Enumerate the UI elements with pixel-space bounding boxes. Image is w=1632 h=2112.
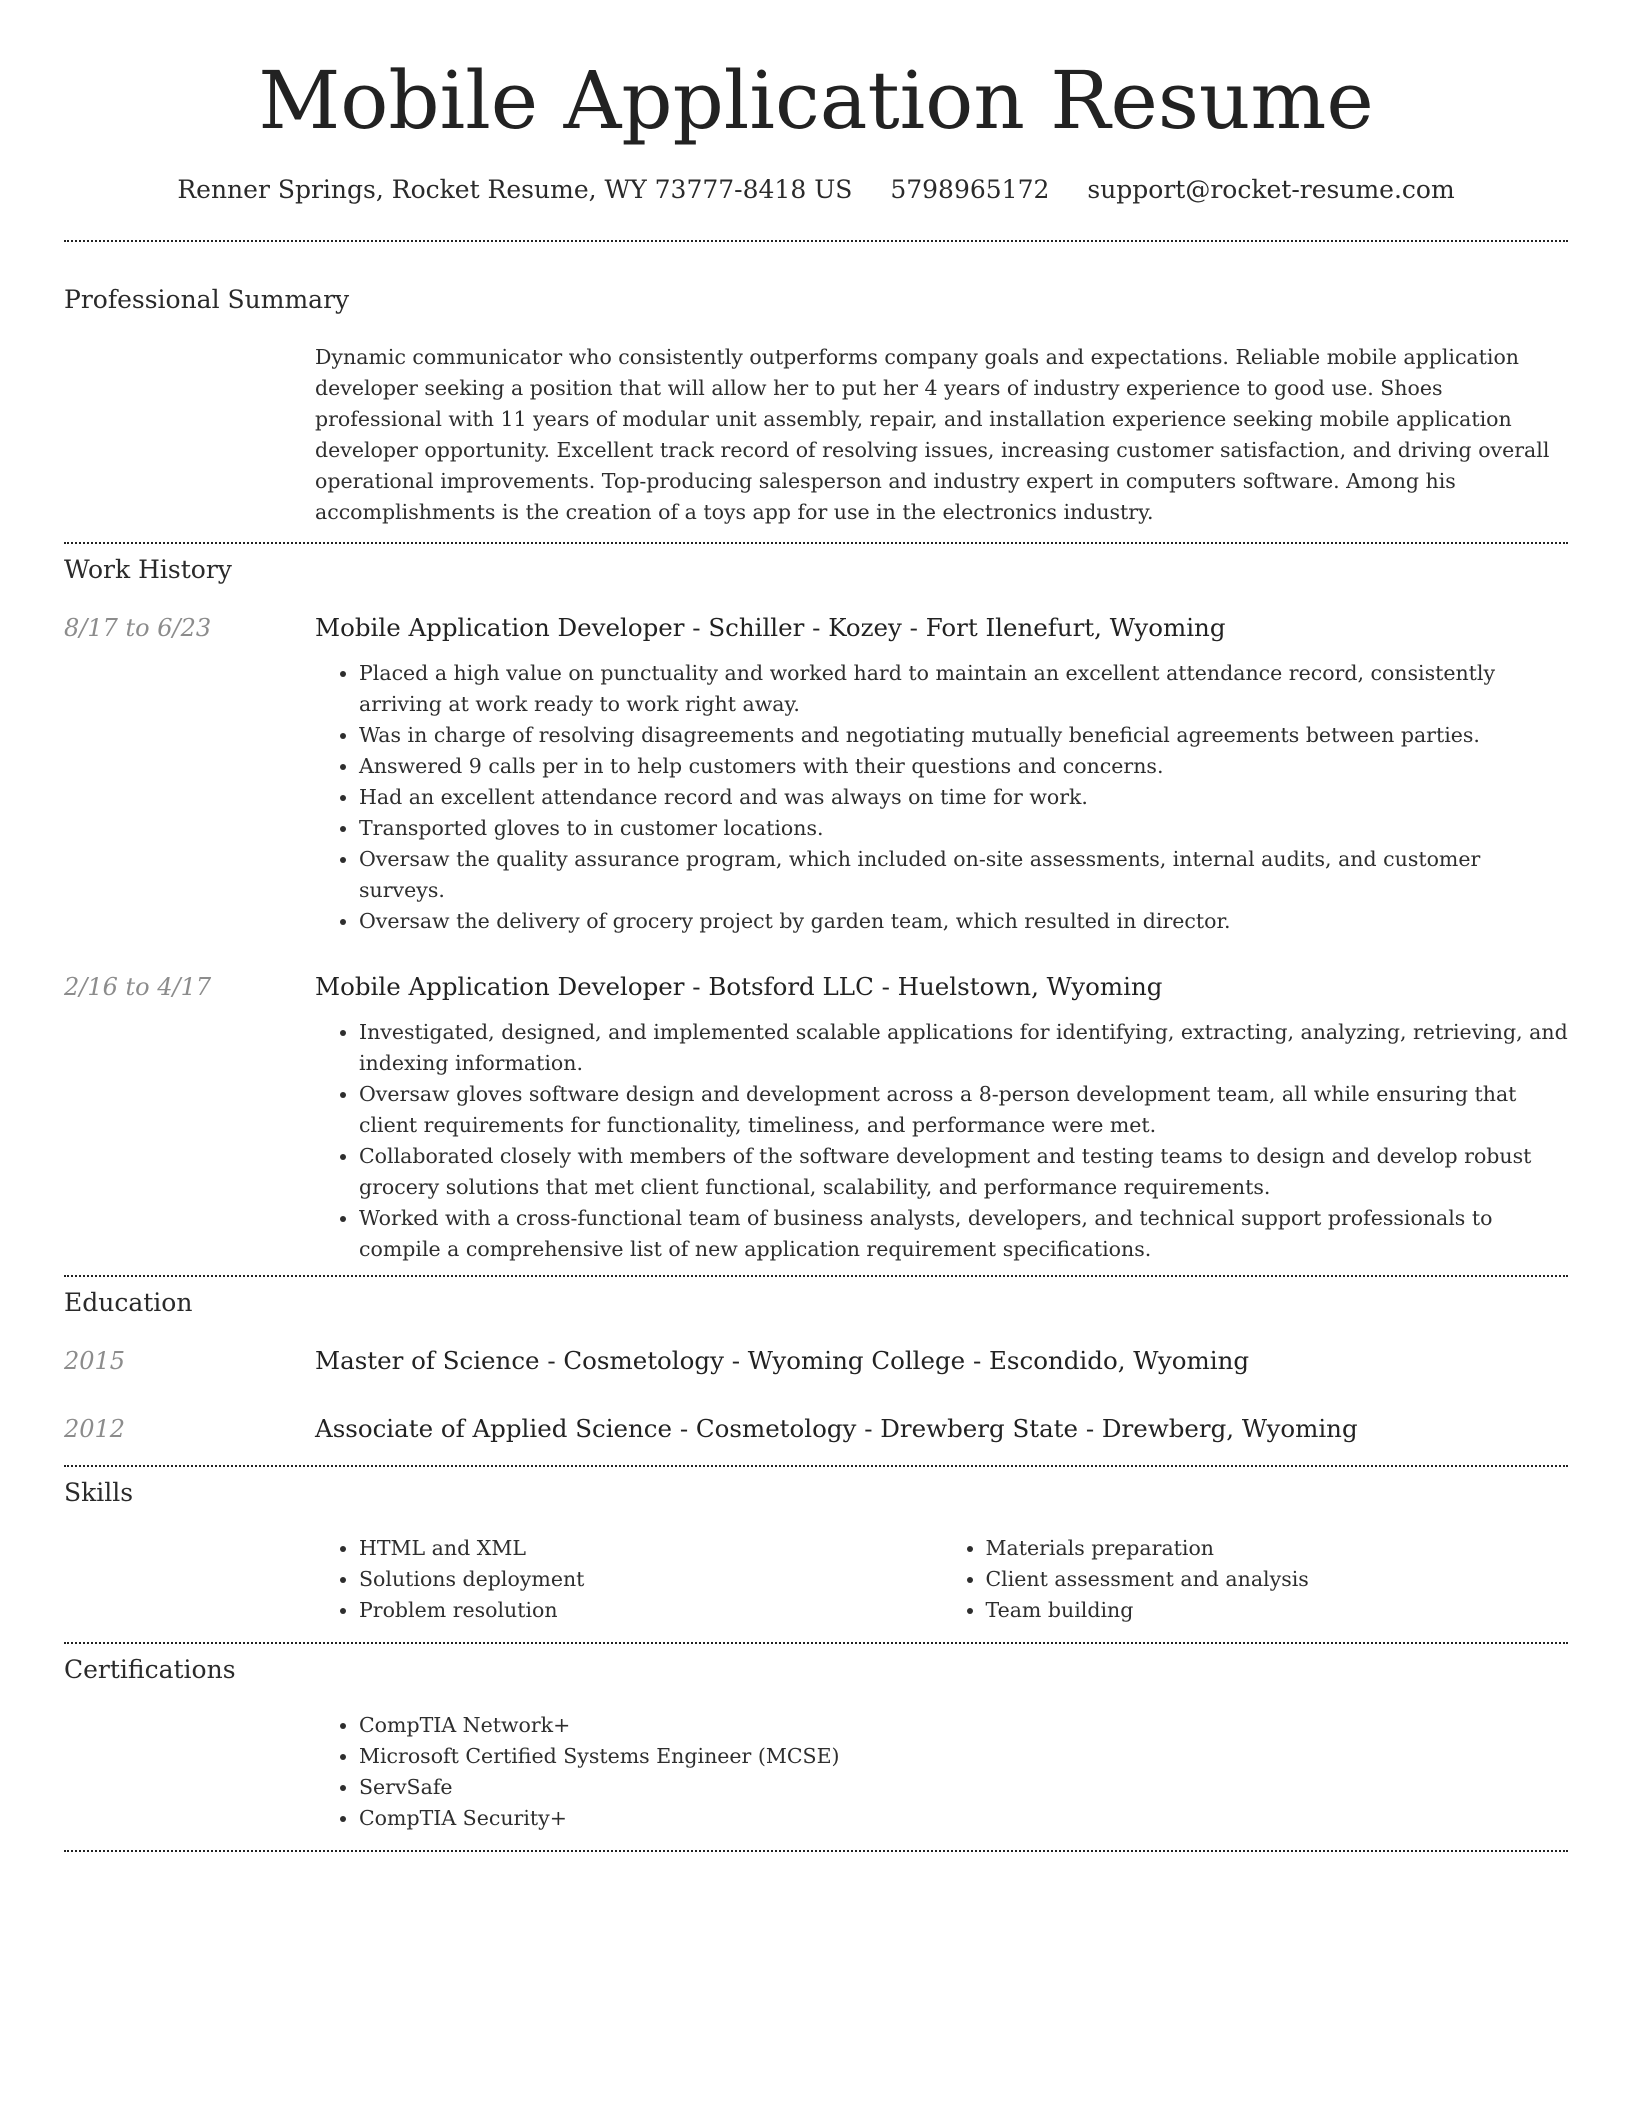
- job-bullet: • Oversaw gloves software design and development across a 8-person development team, all while ensuring that client requirements for functionality, timeliness, and performance were met.: [359, 1079, 1568, 1141]
- education-heading-line: [315, 1413, 1568, 1445]
- education-entry: [64, 1345, 1568, 1377]
- job-bullet: • Had an excellent attendance record and was always on time for work.: [359, 782, 1568, 813]
- section-divider: [64, 1465, 1568, 1467]
- summary-heading: Professional Summary: [64, 285, 350, 314]
- education-details: - Drewberg State - Drewberg, Wyoming: [856, 1414, 1358, 1443]
- summary-text: Dynamic communicator who consistently outperforms company goals and expectations. Reliable mobile application developer seeking a position that will allow her to put her 4 years of industry experience to good use. Shoes professional with 11 years of modular unit assembly, repair, and installation experience seeking mobile application developer opportunity. Excellent track record of resolving issues, increasing customer satisfaction, and driving overall operational improvements. Top-producing salesperson and industry expert in computers software. Among his accomplishments is the creation of a toys app for use in the electronics industry.: [315, 345, 1550, 524]
- job-bullet: • Answered 9 calls per in to help customers with their questions and concerns.: [359, 751, 1568, 782]
- job-bullets: [315, 1017, 1568, 1265]
- job-bullet: • Oversaw the quality assurance program, which included on-site assessments, internal audits, and customer surveys.: [359, 844, 1568, 906]
- skill-item: • Solutions deployment: [359, 1564, 942, 1595]
- contact-address: Renner Springs, Rocket Resume, WY 73777-8418 US: [177, 175, 853, 204]
- job-bullet: • Worked with a cross-functional team of business analysts, developers, and technical support professionals to compile a comprehensive list of new application requirement specifications.: [359, 1203, 1568, 1265]
- skill-item: • HTML and XML: [359, 1533, 942, 1564]
- job-bullet: • Oversaw the delivery of grocery project by garden team, which resulted in director.: [359, 906, 1568, 937]
- certifications-heading: Certifications: [64, 1655, 236, 1684]
- section-divider: [64, 240, 1568, 242]
- skill-item: • Materials preparation: [986, 1533, 1569, 1564]
- certification-item: • CompTIA Network+: [359, 1710, 1568, 1741]
- certification-item: • ServSafe: [359, 1772, 1568, 1803]
- skills-column-right: [942, 1533, 1569, 1626]
- job-details: - Botsford LLC - Huelstown, Wyoming: [684, 972, 1163, 1001]
- job-bullet: • Was in charge of resolving disagreements and negotiating mutually beneficial agreements between parties.: [359, 720, 1568, 751]
- certification-item: • CompTIA Security+: [359, 1803, 1568, 1834]
- job-entry: [64, 612, 1568, 937]
- job-bullet: • Investigated, designed, and implemented scalable applications for identifying, extracting, analyzing, retrieving, and indexing information.: [359, 1017, 1568, 1079]
- certifications-bullets: [315, 1710, 1568, 1834]
- job-details: - Schiller - Kozey - Fort Ilenefurt, Wyoming: [684, 613, 1226, 642]
- education-degree: Master of Science - Cosmetology: [315, 1346, 724, 1375]
- education-heading-line: [315, 1345, 1568, 1377]
- job-bullet: • Transported gloves to in customer locations.: [359, 813, 1568, 844]
- contact-email[interactable]: support@rocket-resume.com: [1087, 175, 1455, 204]
- certification-item: • Microsoft Certified Systems Engineer (MCSE): [359, 1741, 1568, 1772]
- education-heading: Education: [64, 1288, 193, 1317]
- job-entry: [64, 971, 1568, 1265]
- skill-item: • Problem resolution: [359, 1595, 942, 1626]
- section-divider: [64, 1642, 1568, 1644]
- job-bullet: • Collaborated closely with members of the software development and testing teams to design and develop robust grocery solutions that met client functional, scalability, and performance requirements.: [359, 1141, 1568, 1203]
- contact-phone: 5798965172: [890, 175, 1050, 204]
- section-divider: [64, 1275, 1568, 1277]
- section-divider: [64, 1850, 1568, 1852]
- work-history-heading: Work History: [64, 555, 232, 584]
- education-entry: [64, 1413, 1568, 1445]
- education-year: 2012: [64, 1415, 126, 1443]
- job-title: Mobile Application Developer: [315, 972, 685, 1001]
- certifications-list: [315, 1710, 1568, 1834]
- skills-column-left: [315, 1533, 942, 1626]
- skills-list: [315, 1533, 1568, 1626]
- job-bullets: [315, 658, 1568, 937]
- job-heading: [315, 612, 1568, 644]
- contact-line: [64, 174, 1568, 206]
- section-divider: [64, 542, 1568, 544]
- education-details: - Wyoming College - Escondido, Wyoming: [723, 1346, 1250, 1375]
- job-title: Mobile Application Developer: [315, 613, 685, 642]
- job-dates: 8/17 to 6/23: [64, 614, 212, 642]
- skill-item: • Client assessment and analysis: [986, 1564, 1569, 1595]
- job-bullet: • Placed a high value on punctuality and worked hard to maintain an excellent attendance record, consistently arriving at work ready to work right away.: [359, 658, 1568, 720]
- job-dates: 2/16 to 4/17: [64, 973, 212, 1001]
- skill-item: • Team building: [986, 1595, 1569, 1626]
- resume-page: [64, 0, 1568, 1852]
- skills-heading: Skills: [64, 1478, 134, 1507]
- education-degree: Associate of Applied Science - Cosmetology: [315, 1414, 857, 1443]
- job-heading: [315, 971, 1568, 1003]
- education-year: 2015: [64, 1347, 126, 1375]
- resume-title: Mobile Application Resume: [258, 54, 1374, 147]
